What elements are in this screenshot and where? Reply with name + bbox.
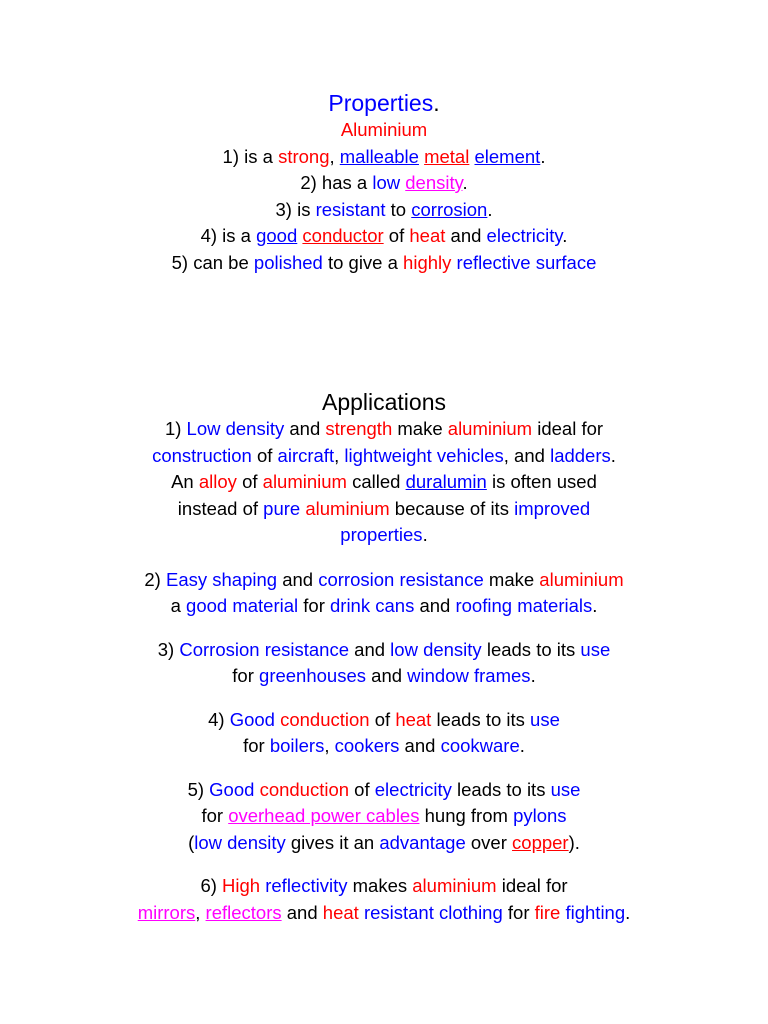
text-run: duralumin	[405, 471, 487, 492]
application-line	[0, 707, 768, 734]
text-run: a	[170, 595, 187, 616]
text-run: reflective surface	[456, 251, 597, 273]
text-run: ladders	[550, 444, 611, 466]
text-run: reflectivity	[265, 875, 348, 896]
text-run: roofing materials	[455, 595, 593, 616]
application-line	[0, 663, 768, 690]
text-run: low	[372, 172, 401, 193]
text-run: density	[405, 172, 463, 193]
application-line	[0, 496, 768, 523]
applications-list	[0, 416, 768, 926]
text-run: malleable	[339, 145, 419, 167]
text-run: strong	[278, 145, 330, 167]
text-run: Low density	[186, 418, 285, 439]
text-run: over	[465, 831, 513, 853]
text-run: advantage	[379, 831, 466, 853]
text-run: makes	[347, 875, 413, 896]
text-run: cookware	[440, 735, 520, 756]
text-run: ).	[568, 831, 580, 853]
application-line	[0, 830, 768, 857]
text-run: to	[385, 198, 412, 220]
text-run: alloy	[198, 471, 237, 492]
text-run: leads to its	[481, 638, 581, 660]
text-run: highly	[403, 251, 452, 273]
text-run: low density	[390, 638, 482, 660]
text-run: use	[580, 638, 611, 660]
text-run: of	[349, 778, 375, 800]
applications-section	[0, 388, 768, 926]
text-run: .	[530, 665, 536, 686]
text-run: for	[298, 595, 330, 616]
text-run: of	[383, 225, 410, 246]
application-line	[0, 469, 768, 496]
text-run: corrosion	[411, 198, 488, 220]
application-line	[0, 416, 768, 443]
text-run: leads to its	[451, 778, 551, 800]
properties-subject: Aluminium	[340, 119, 428, 140]
text-run: because of its	[389, 497, 515, 519]
text-run: element	[474, 145, 541, 167]
text-run: copper	[512, 831, 569, 853]
text-run: and	[284, 418, 326, 439]
properties-title-period: .	[433, 90, 440, 116]
text-run: 2) has a	[300, 172, 373, 193]
text-run: reflectors	[205, 901, 282, 923]
text-run: High	[222, 875, 261, 896]
text-run: instead of	[177, 497, 264, 519]
application-line	[0, 733, 768, 760]
text-run: 2)	[144, 568, 166, 590]
property-item	[0, 197, 768, 224]
text-run: properties	[340, 524, 423, 545]
properties-title: Properties	[328, 90, 434, 116]
text-run: hung from	[419, 805, 514, 826]
text-run: aluminium	[305, 497, 390, 519]
property-item	[0, 250, 768, 277]
text-run: aircraft	[277, 444, 335, 466]
property-item	[0, 170, 768, 197]
paragraph-gap	[0, 856, 768, 873]
text-run: of	[369, 708, 396, 730]
text-run: and	[281, 901, 323, 923]
text-run: fire	[534, 901, 561, 923]
text-run: for	[243, 735, 270, 756]
text-run: and	[366, 665, 408, 686]
text-run: for	[232, 665, 260, 686]
text-run: for	[201, 805, 229, 826]
text-run: metal	[424, 145, 470, 167]
text-run: 5)	[187, 778, 210, 800]
text-run: aluminium	[447, 418, 533, 439]
text-run: and	[399, 735, 441, 756]
text-run: polished	[253, 251, 323, 273]
application-line	[0, 777, 768, 804]
text-run: resistant clothing	[363, 901, 503, 923]
properties-list	[0, 144, 768, 277]
application-paragraph	[0, 637, 768, 690]
text-run: fighting	[565, 901, 626, 923]
text-run: heat	[409, 225, 446, 246]
application-paragraph	[0, 567, 768, 620]
text-run: cookers	[334, 735, 400, 756]
text-run: conductor	[302, 225, 384, 246]
text-run: electricity	[486, 225, 563, 246]
text-run: pure	[263, 497, 301, 519]
application-paragraph	[0, 777, 768, 857]
text-run: of	[251, 444, 278, 466]
paragraph-gap	[0, 549, 768, 567]
text-run: gives it an	[285, 831, 380, 853]
applications-title: Applications	[321, 389, 447, 415]
text-run: pylons	[513, 805, 567, 826]
property-item	[0, 223, 768, 250]
text-run: improved	[514, 497, 591, 519]
text-run: aluminium	[539, 568, 624, 590]
text-run: use	[530, 708, 560, 730]
text-run: .	[540, 145, 546, 167]
text-run: use	[550, 778, 581, 800]
text-run: resistant	[315, 198, 386, 220]
text-run: 1) is a	[222, 145, 279, 167]
text-run: construction	[152, 444, 252, 466]
application-line	[0, 637, 768, 664]
text-run: .	[625, 901, 631, 923]
text-run: ideal for	[532, 418, 604, 439]
text-run: good	[256, 225, 298, 246]
text-run: and	[349, 638, 391, 660]
text-run: Corrosion resistance	[179, 638, 350, 660]
text-run: 3) is	[275, 198, 316, 220]
text-run: make	[483, 568, 540, 590]
text-run: conduction	[259, 778, 350, 800]
text-run: .	[610, 444, 616, 466]
application-line	[0, 900, 768, 927]
application-line	[0, 567, 768, 594]
property-item	[0, 144, 768, 171]
text-run: 1)	[164, 418, 187, 439]
text-run: low density	[194, 831, 286, 853]
text-run: overhead power cables	[228, 805, 420, 826]
text-run: aluminium	[262, 471, 347, 492]
text-run: 5) can be	[171, 251, 254, 273]
paragraph-gap	[0, 620, 768, 637]
text-run: (	[188, 831, 195, 853]
text-run: ideal for	[496, 875, 568, 896]
text-run: and	[445, 225, 487, 246]
text-run: good material	[186, 595, 299, 616]
text-run: 4) is a	[200, 225, 257, 246]
text-run: An	[171, 471, 199, 492]
text-run: Easy shaping	[165, 568, 278, 590]
text-run: Good	[229, 708, 275, 730]
text-run: strength	[325, 418, 393, 439]
text-run: leads to its	[431, 708, 531, 730]
application-line	[0, 593, 768, 620]
text-run: lightweight vehicles	[344, 444, 504, 466]
text-run: greenhouses	[259, 665, 367, 686]
text-run: to give a	[322, 251, 404, 273]
text-run: called	[346, 471, 406, 492]
text-run: .	[592, 595, 598, 616]
application-line	[0, 522, 768, 549]
text-run: .	[487, 198, 493, 220]
text-run: and	[414, 595, 456, 616]
text-run: electricity	[374, 778, 452, 800]
text-run: aluminium	[412, 875, 497, 896]
application-paragraph	[0, 873, 768, 926]
text-run: .	[462, 172, 468, 193]
text-run: ,	[324, 735, 335, 756]
text-run: heat	[322, 901, 359, 923]
text-run: boilers	[269, 735, 325, 756]
text-run: heat	[395, 708, 432, 730]
application-line	[0, 803, 768, 830]
text-run: drink cans	[330, 595, 415, 616]
text-run: ,	[334, 444, 345, 466]
text-run: make	[392, 418, 448, 439]
text-run: 4)	[208, 708, 230, 730]
text-run: ,	[195, 901, 206, 923]
properties-section	[0, 89, 768, 276]
text-run: .	[422, 524, 428, 545]
text-run: conduction	[280, 708, 370, 730]
paragraph-gap	[0, 760, 768, 777]
text-run: .	[562, 225, 568, 246]
application-paragraph	[0, 416, 768, 549]
paragraph-gap	[0, 690, 768, 707]
text-run: 3)	[157, 638, 180, 660]
properties-heading	[0, 89, 768, 117]
text-run: .	[519, 735, 525, 756]
text-run: is often used	[486, 471, 597, 492]
text-run: of	[236, 471, 263, 492]
application-line	[0, 443, 768, 470]
text-run: Good	[209, 778, 255, 800]
text-run: for	[502, 901, 535, 923]
application-line	[0, 873, 768, 900]
text-run: window frames	[407, 665, 531, 686]
text-run: ,	[329, 145, 340, 167]
text-run: and	[277, 568, 319, 590]
text-run: corrosion resistance	[318, 568, 484, 590]
application-paragraph	[0, 707, 768, 760]
text-run: , and	[503, 444, 551, 466]
text-run: mirrors	[137, 901, 196, 923]
text-run: 6)	[200, 875, 223, 896]
